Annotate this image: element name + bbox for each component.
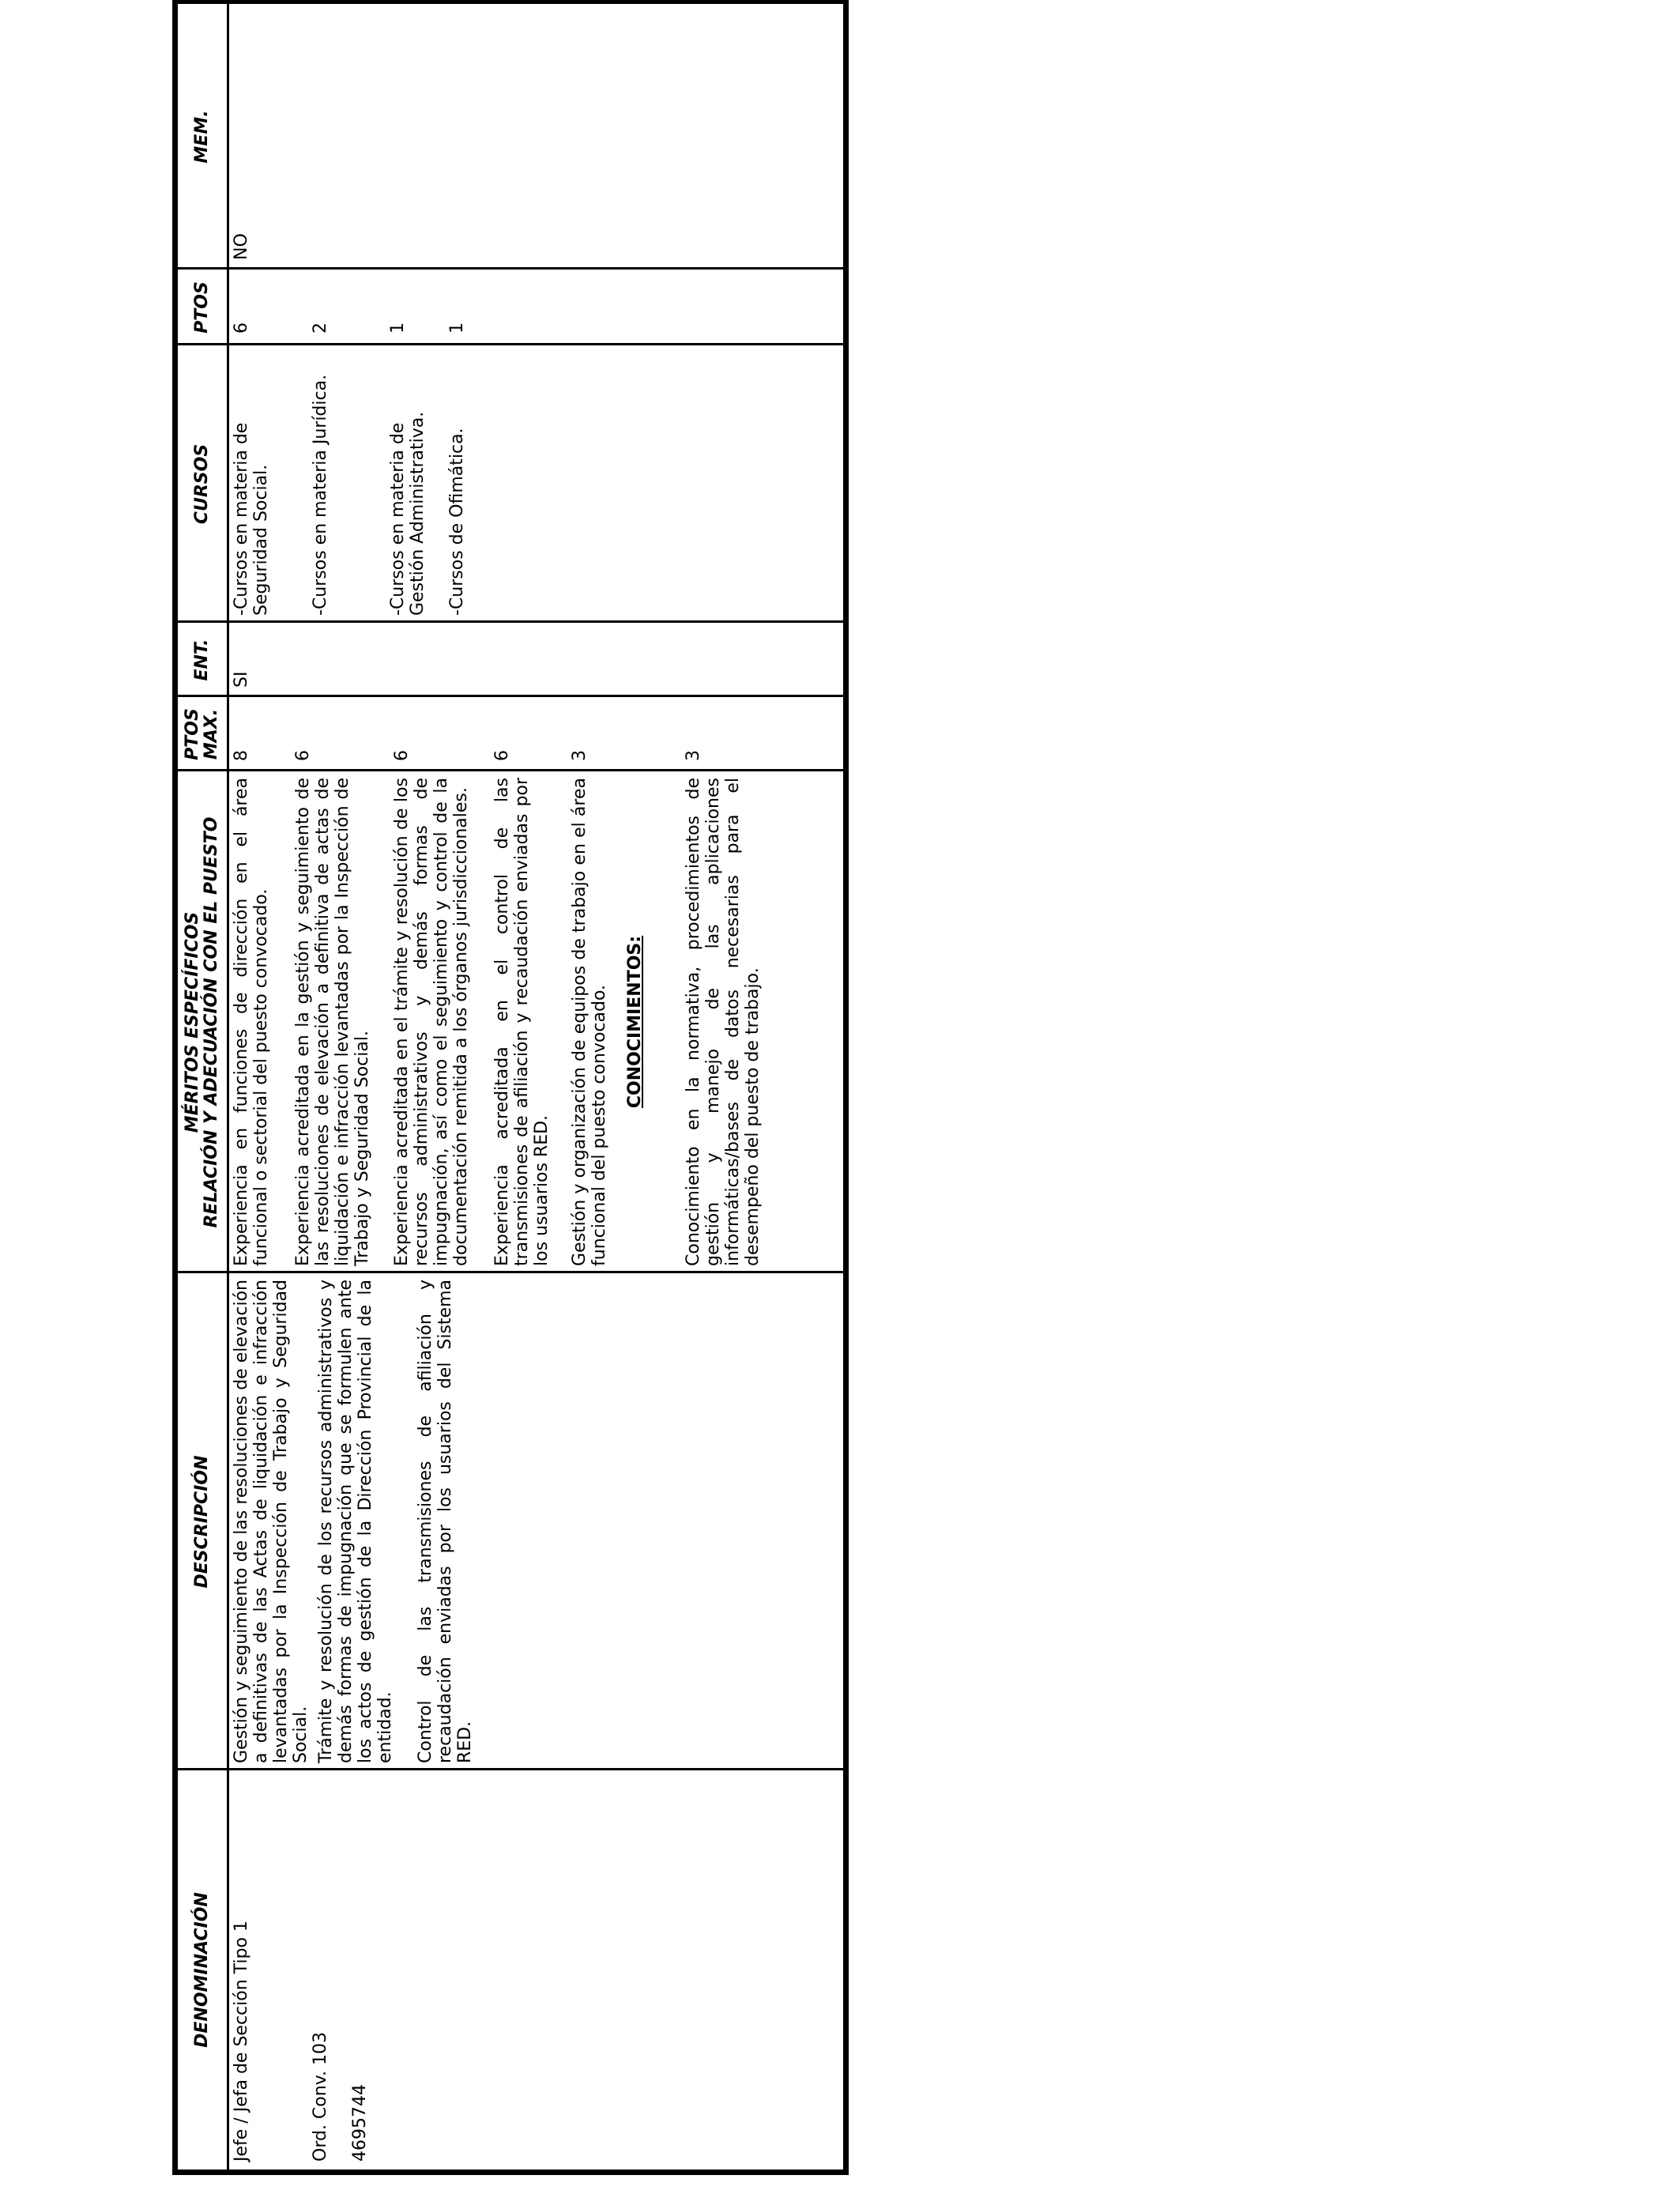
header-mem: MEM. [192,110,212,164]
col-divider [178,267,843,270]
ptos-3: 1 [388,322,408,334]
descripcion-item-2: Trámite y resolución de los recursos administrativos y demás formas de impugnación que se formulen ante los actos de gestión de la Dirección Provincial de la entidad. [316,1280,395,1763]
header-descripcion: DESCRIPCIÓN [192,1455,212,1589]
curso-item-1: -Cursos en materia de Seguridad Social. [232,422,271,616]
descripcion-item-1: Gestión y seguimiento de las resoluciones de elevación a definitivas de las Actas de liquidación e infracción levantadas por la Inspección de Trabajo y Seguridad Social. [232,1280,311,1763]
denominacion-ord: Ord. Conv. 103 [311,2032,330,2162]
header-meritos-line1: MÉRITOS ESPECÍFICOS [183,911,202,1133]
col-divider [178,769,843,771]
merito-item-4: Experiencia acreditada en el control de las transmisiones de afiliación y recaudación enviadas por los usuarios RED. [492,778,552,1266]
curso-item-4: -Cursos de Ofimática. [447,428,467,616]
header-ent: ENT. [192,639,212,681]
header-ptos: PTOS [192,281,212,334]
conocimientos-heading: CONOCIMIENTOS: [625,935,645,1109]
header-ptos-max-line1: PTOS [183,708,202,760]
descripcion-item-3: Control de las transmisiones de afiliación y recaudación enviadas por los usuarios del Sistema RED. [416,1280,475,1763]
curso-item-2: -Cursos en materia Jurídica. [311,374,330,616]
header-cursos: CURSOS [192,443,212,525]
merits-table [172,0,849,2175]
merito-item-2: Experiencia acreditada en la gestión y seguimiento de las resoluciones de elevación a definitiva de actas de liquidación e infracción levantadas por la Inspección de Trabajo y Seguridad Social. [293,778,372,1266]
col-divider [178,1271,843,1273]
header-meritos [178,771,227,1273]
ptos-max-conocimientos: 3 [684,750,703,761]
merito-item-3: Experiencia acreditada en el trámite y resolución de los recursos administrativos y demás formas de impugnación, así como el seguimiento y control de la documentación remitida a los órganos jurisdiccionales. [392,778,471,1266]
col-divider [178,1768,843,1770]
ptos-max-5: 3 [570,750,590,761]
ent-value: SI [232,671,251,688]
header-ptos-max [178,697,227,771]
denominacion-code: 4695744 [350,2084,370,2162]
conocimientos-text: Conocimiento en la normativa, procedimientos de gestión y manejo de las aplicaciones informáticas/bases de datos necesarias para el desempeño del puesto de trabajo. [684,778,763,1266]
header-ptos-max-line2: MAX. [202,708,221,760]
col-divider [178,343,843,345]
merito-item-5: Gestión y organización de equipos de trabajo en el área funcional del puesto convocado. [570,778,609,1266]
col-divider [178,695,843,697]
header-denominacion: DENOMINACIÓN [192,1892,212,2048]
ptos-max-4: 6 [492,750,512,761]
mem-value: NO [232,233,251,260]
denominacion-title: Jefe / Jefa de Sección Tipo 1 [232,1921,251,2162]
header-meritos-line2: RELACIÓN Y ADECUACIÓN CON EL PUESTO [202,816,221,1228]
ptos-max-2: 6 [293,750,313,761]
curso-item-3: -Cursos en materia de Gestión Administrativa. [388,411,428,616]
ptos-4: 1 [447,322,467,334]
ptos-2: 2 [311,322,330,334]
merito-item-1: Experiencia en funciones de dirección en el área funcional o sectorial del puesto convocado. [232,778,271,1266]
header-divider [227,4,229,2169]
ptos-1: 6 [232,322,251,334]
ptos-max-1: 8 [232,750,251,761]
col-divider [178,620,843,623]
ptos-max-3: 6 [392,750,412,761]
